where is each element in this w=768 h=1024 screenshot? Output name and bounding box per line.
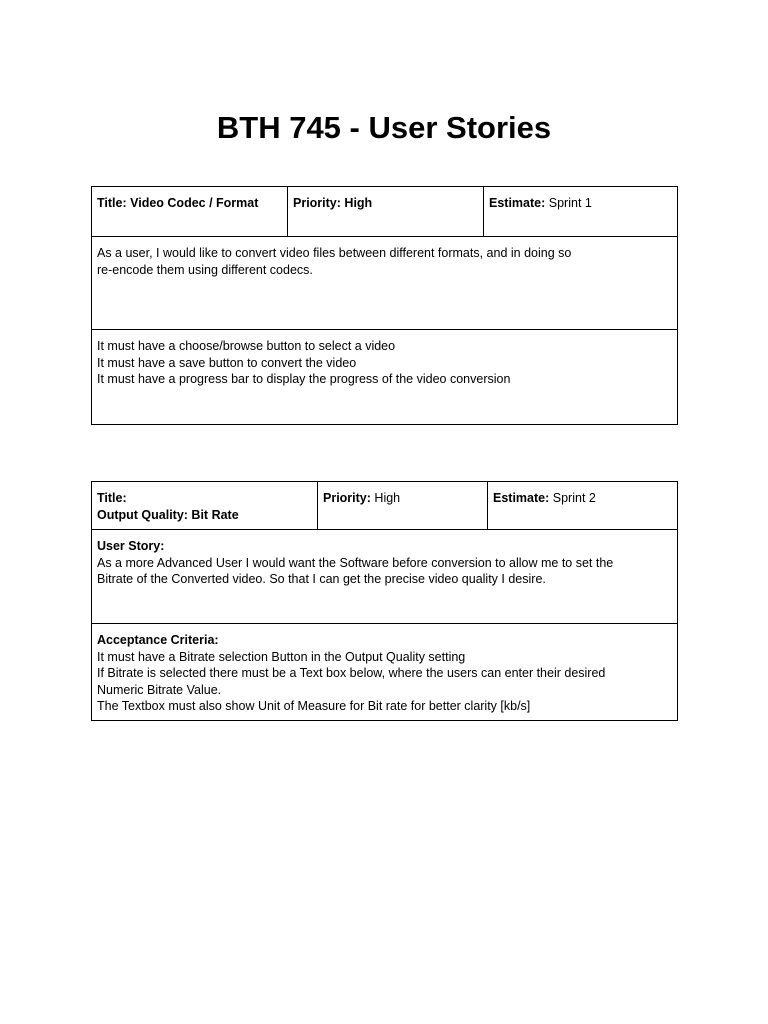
story-header-row [92, 482, 677, 530]
priority-cell [288, 187, 484, 236]
criteria-line: If Bitrate is selected there must be a Text box below, where the users can enter their desired [97, 666, 606, 680]
estimate-label: Estimate: [493, 491, 550, 505]
criteria-cell [92, 330, 677, 424]
estimate-cell [488, 482, 677, 529]
title-cell [92, 187, 288, 236]
title-label: Title: [97, 491, 127, 505]
criteria-line: It must have a save button to convert the video [97, 355, 357, 370]
story-line: re-encode them using different codecs. [97, 262, 313, 277]
story-cell [92, 237, 677, 329]
priority-value: High [374, 491, 401, 505]
criteria-line: It must have a choose/browse button to select a video [97, 339, 396, 353]
criteria-line: It must have a progress bar to display the progress of the video conversion [97, 372, 511, 386]
estimate-value: Sprint 1 [548, 196, 592, 210]
story-heading: User Story: [97, 539, 165, 553]
title-value: Output Quality: Bit Rate [97, 507, 239, 522]
user-story-table-1 [91, 186, 678, 425]
criteria-row [92, 624, 677, 720]
story-line: Bitrate of the Converted video. So that I can get the precise video quality I desire. [97, 572, 546, 586]
priority-label: Priority: [323, 491, 371, 505]
story-line: As a more Advanced User I would want the Software before conversion to allow me to set the [97, 555, 614, 570]
estimate-label: Estimate: [489, 196, 546, 210]
title-label: Title: [97, 196, 127, 210]
criteria-heading: Acceptance Criteria: [97, 633, 219, 647]
estimate-value: Sprint 2 [552, 491, 596, 505]
criteria-row [92, 330, 677, 424]
story-row [92, 237, 677, 330]
story-header-row [92, 187, 677, 237]
criteria-line: Numeric Bitrate Value. [97, 682, 222, 697]
title-value: Video Codec / Format [130, 196, 259, 210]
story-row [92, 530, 677, 624]
page-title: BTH 745 - User Stories [216, 110, 552, 145]
estimate-cell [484, 187, 677, 236]
user-story-table-2 [91, 481, 678, 721]
priority-value: High [344, 196, 373, 210]
priority-cell [318, 482, 488, 529]
story-cell [92, 530, 677, 623]
criteria-line: It must have a Bitrate selection Button in the Output Quality setting [97, 649, 466, 664]
criteria-line: The Textbox must also show Unit of Measure for Bit rate for better clarity [kb/s] [97, 699, 531, 713]
priority-label: Priority: [293, 196, 341, 210]
title-cell [92, 482, 318, 529]
criteria-cell [92, 624, 677, 720]
story-line: As a user, I would like to convert video files between different formats, and in doing so [97, 246, 572, 260]
